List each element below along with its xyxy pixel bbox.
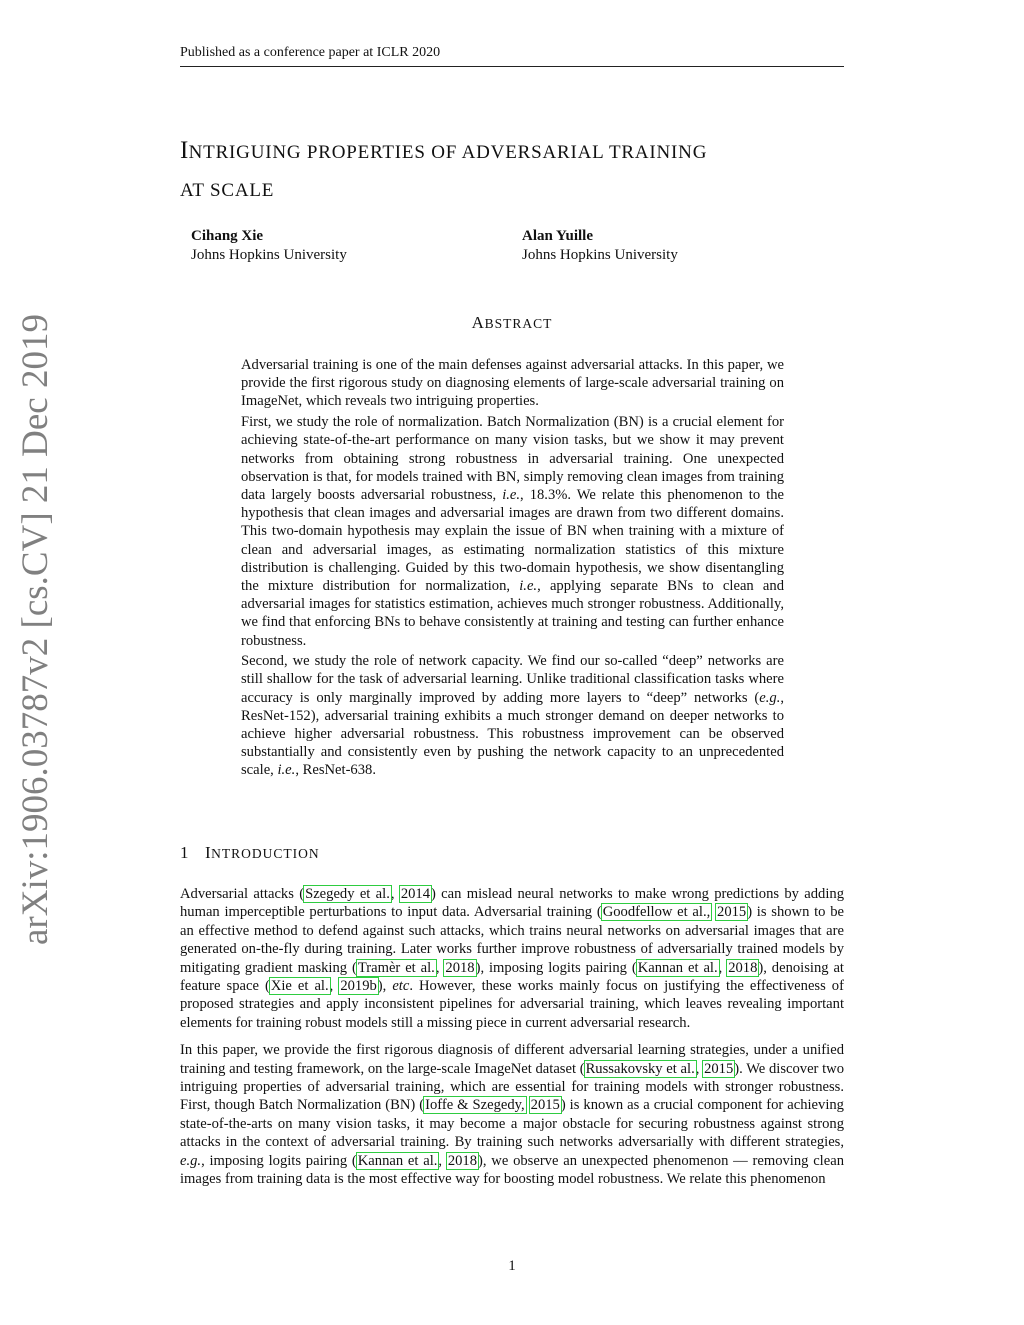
citation-link[interactable]: 2018 — [447, 1152, 478, 1169]
citation-link[interactable]: Szegedy et al. — [305, 886, 390, 902]
section-number: 1 — [180, 843, 189, 862]
citation-link[interactable]: Kannan et al. — [637, 959, 718, 976]
citation-link[interactable]: 2019b — [340, 978, 377, 995]
section-heading-rest: NTRODUCTION — [211, 846, 320, 861]
author-affiliation: Johns Hopkins University — [522, 247, 678, 263]
abstract-heading-rest: BSTRACT — [484, 316, 553, 331]
author-block-2 — [522, 227, 678, 265]
abstract-paragraph-3: Second, we study the role of network capacity. We find our so-called “deep” networks are still shallow for the task of adversarial learning. Unlike traditional classification tasks where accuracy is only marginally improved by adding more layers to “deep” networks (e.g., ResNet-152), adversarial training exhibits a much stronger demand on deeper networks to achieve higher adversarial robustness. This robustness improvement can be observed substantially and consistently even by pushing the network capacity to an unprecedented scale, i.e., ResNet-638. — [241, 653, 784, 779]
author-block-1 — [191, 227, 347, 265]
abstract-body — [241, 356, 784, 782]
introduction-body — [180, 885, 844, 1198]
citation-link[interactable]: 2018 — [445, 959, 475, 976]
title-initial: I — [180, 137, 189, 164]
section-heading-initial: I — [205, 843, 212, 862]
citation-link[interactable]: Xie et al. — [270, 978, 329, 995]
citation-link[interactable]: Ioffe & Szegedy, — [425, 1097, 525, 1114]
author-affiliation: Johns Hopkins University — [191, 247, 347, 263]
abstract-paragraph-2: First, we study the role of normalization. Batch Normalization (BN) is a crucial element for achieving state-of-the-art performance on many vision tasks, but we show it may prevent networks from obtaining strong robustness in adversarial training. One unexpected observation is that, for models trained with BN, simply removing clean images from training data largely boosts adversarial robustness, i.e., 18.3%. We relate this phenomenon to the hypothesis that clean images and adversarial images are drawn from two different domains. This two-domain hypothesis may explain the issue of BN when training with a mixture of clean and adversarial images, as estimating normalization statistics of this mixture distribution is challenging. Guided by this two-domain hypothesis, we show disentangling the mixture distribution for normalization, i.e., applying separate BNs to clean and adversarial images for statistics estimation, achieves much stronger robustness. Additionally, we find that enforcing BNs to behave consistently at training and testing can further enhance robustness. — [241, 414, 784, 649]
citation-link[interactable]: Russakovsky et al. — [585, 1060, 695, 1077]
abstract-heading — [0, 313, 1024, 333]
citation-link[interactable]: Tramèr et al. — [357, 959, 435, 976]
abstract-heading-initial: A — [471, 313, 485, 332]
intro-paragraph-2: In this paper, we provide the first rigorous diagnosis of different adversarial learning strategies, under a unified training and testing framework, on the large-scale ImageNet dataset (Russakovsky et al., 2015). We discover two intriguing properties of adversarial training, which are essential for training models with stronger robustness. First, though Batch Normalization (BN) (Ioffe & Szegedy, 2015) is known as a crucial component for achieving state-of-the-arts on many vision tasks, it may become a major obstacle for securing robustness against strong attacks in the context of adversarial training. By training such networks adversarially with different strategies, e.g., imposing logits pairing (Kannan et al., 2018), we observe an unexpected phenomenon — removing clean images from training data is the most effective way for boosting model robustness. We relate this phenomenon — [180, 1042, 844, 1188]
citation-link[interactable]: Goodfellow et al., — [602, 904, 711, 921]
intro-paragraph-1: Adversarial attacks (Szegedy et al., 2014) can mislead neural networks to make wrong predictions by adding human imperceptible perturbations to input data. Adversarial training (Goodfellow et al., 2015) is shown to be an effective method to defend against such attacks, which trains neural networks on adversarial images that are generated on-the-fly during training. Later works further improve robustness of adversarially trained models by mitigating gradient masking (Tramèr et al., 2018), imposing logits pairing (Kannan et al., 2018), denoising at feature space (Xie et al., 2019b), etc. However, these works mainly focus on justifying the effectiveness of proposed strategies and apply inconsistent pipelines for adversarial training, which leaves revealing important elements for training robust models still a missing piece in current adversarial research. — [180, 886, 845, 1031]
citation-link[interactable]: 2014 — [400, 886, 431, 902]
paper-title — [180, 133, 860, 209]
citation-link[interactable]: Kannan et al. — [357, 1152, 438, 1169]
arxiv-identifier-stamp: arXiv:1906.03787v2 [cs.CV] 21 Dec 2019 — [15, 314, 56, 945]
page-number: 1 — [508, 1258, 516, 1274]
title-line1-rest: NTRIGUING PROPERTIES OF ADVERSARIAL TRAINING — [188, 142, 708, 163]
citation-link[interactable]: 2018 — [728, 959, 758, 976]
citation-link[interactable]: 2015 — [704, 1060, 734, 1077]
citation-link[interactable]: 2015 — [717, 904, 747, 921]
section-heading-introduction — [180, 843, 320, 863]
author-name: Alan Yuille — [522, 228, 593, 244]
author-name: Cihang Xie — [191, 228, 264, 244]
citation-link[interactable]: 2015 — [530, 1097, 560, 1114]
running-header: Published as a conference paper at ICLR 2020 — [180, 44, 844, 67]
abstract-paragraph-1: Adversarial training is one of the main defenses against adversarial attacks. In this paper, we provide the first rigorous study on diagnosing elements of large-scale adversarial training on ImageNet, which reveals two intriguing properties. — [241, 357, 784, 410]
title-line2: AT SCALE — [180, 180, 275, 201]
